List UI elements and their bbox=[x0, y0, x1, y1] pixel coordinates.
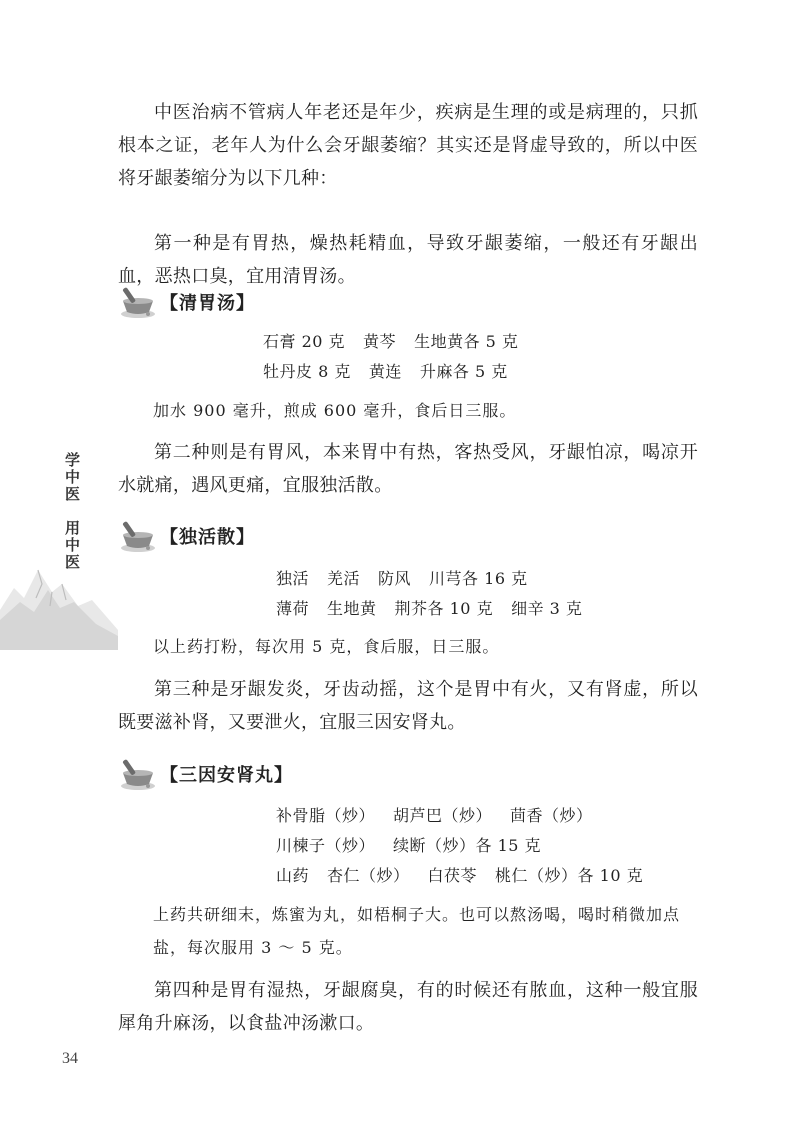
ingredient: 薄荷 bbox=[276, 599, 310, 618]
ingredient: 羌活 bbox=[327, 569, 361, 588]
mortar-pestle-icon bbox=[118, 756, 158, 792]
ingredient: 生地黄各 5 克 bbox=[414, 332, 519, 351]
recipe-note: 上药共研细末，炼蜜为丸，如梧桐子大。也可以熬汤喝，喝时稍微加点盐，每次服用 3 ～ 5 克。 bbox=[153, 905, 681, 957]
ingredient: 独活 bbox=[276, 569, 310, 588]
page-number: 34 bbox=[62, 1050, 78, 1067]
ingredient: 生地黄 bbox=[327, 599, 377, 618]
ingredient-line bbox=[276, 861, 661, 891]
ingredient: 川芎各 16 克 bbox=[429, 569, 528, 588]
ingredient: 桃仁（炒）各 10 克 bbox=[495, 866, 644, 885]
intro-paragraph: 中医治病不管病人年老还是年少，疾病是生理的或是病理的，只抓根本之证，老年人为什么会牙龈萎缩？其实还是肾虚导致的，所以中医将牙龈萎缩分为以下几种： bbox=[118, 102, 698, 189]
recipe-heading-qingwei bbox=[118, 284, 255, 320]
mortar-pestle-icon bbox=[118, 284, 158, 320]
recipe-heading-sanyin bbox=[118, 756, 293, 792]
ingredient-line bbox=[276, 831, 559, 861]
recipe-title: 【独活散】 bbox=[160, 527, 255, 548]
ingredient: 牡丹皮 8 克 bbox=[263, 362, 351, 381]
ingredient: 白茯苓 bbox=[427, 866, 478, 885]
recipe-note: 加水 900 毫升，煎成 600 毫升，食后日三服。 bbox=[153, 401, 517, 420]
ingredient: 补骨脂（炒） bbox=[276, 806, 376, 825]
ingredient: 胡芦巴（炒） bbox=[393, 806, 493, 825]
type4-paragraph: 第四种是胃有湿热，牙龈腐臭，有的时候还有脓血，这种一般宜服犀角升麻汤，以食盐冲汤漱口。 bbox=[118, 980, 698, 1034]
ingredient: 续断（炒）各 15 克 bbox=[393, 836, 542, 855]
recipe-title: 【清胃汤】 bbox=[160, 293, 255, 314]
ingredient-line bbox=[263, 357, 526, 387]
ingredient: 石膏 20 克 bbox=[263, 332, 346, 351]
ingredient: 杏仁（炒） bbox=[327, 866, 410, 885]
ingredient: 防风 bbox=[378, 569, 412, 588]
type2-paragraph: 第二种则是有胃风，本来胃中有热，客热受风，牙龈怕凉，喝凉开水就痛，遇风更痛，宜服独活散。 bbox=[118, 442, 698, 496]
ingredient: 细辛 3 克 bbox=[511, 599, 583, 618]
side-title: 学中医 用中医 bbox=[63, 452, 81, 571]
ingredient: 川楝子（炒） bbox=[276, 836, 376, 855]
ingredient: 升麻各 5 克 bbox=[419, 362, 508, 381]
recipe-title: 【三因安肾丸】 bbox=[160, 765, 293, 786]
ingredient-line bbox=[276, 801, 611, 831]
ingredient: 黄连 bbox=[368, 362, 402, 381]
ingredient-line bbox=[276, 564, 546, 594]
ingredient: 山药 bbox=[276, 866, 310, 885]
type1-paragraph: 第一种是有胃热，燥热耗精血，导致牙龈萎缩，一般还有牙龈出血，恶热口臭，宜用清胃汤。 bbox=[118, 233, 698, 287]
mountain-ink-icon bbox=[0, 540, 120, 650]
ingredient: 茴香（炒） bbox=[510, 806, 593, 825]
ingredient: 荆芥各 10 克 bbox=[394, 599, 494, 618]
recipe-heading-duhuo bbox=[118, 518, 255, 554]
ingredient: 黄芩 bbox=[363, 332, 397, 351]
mortar-pestle-icon bbox=[118, 518, 158, 554]
ingredient-line bbox=[263, 327, 536, 357]
recipe-note: 以上药打粉，每次用 5 克，食后服，日三服。 bbox=[153, 637, 500, 656]
ingredient-line bbox=[276, 594, 600, 624]
type3-paragraph: 第三种是牙龈发炎，牙齿动摇，这个是胃中有火，又有肾虚，所以既要滋补肾，又要泄火，宜服三因安肾丸。 bbox=[118, 679, 698, 733]
